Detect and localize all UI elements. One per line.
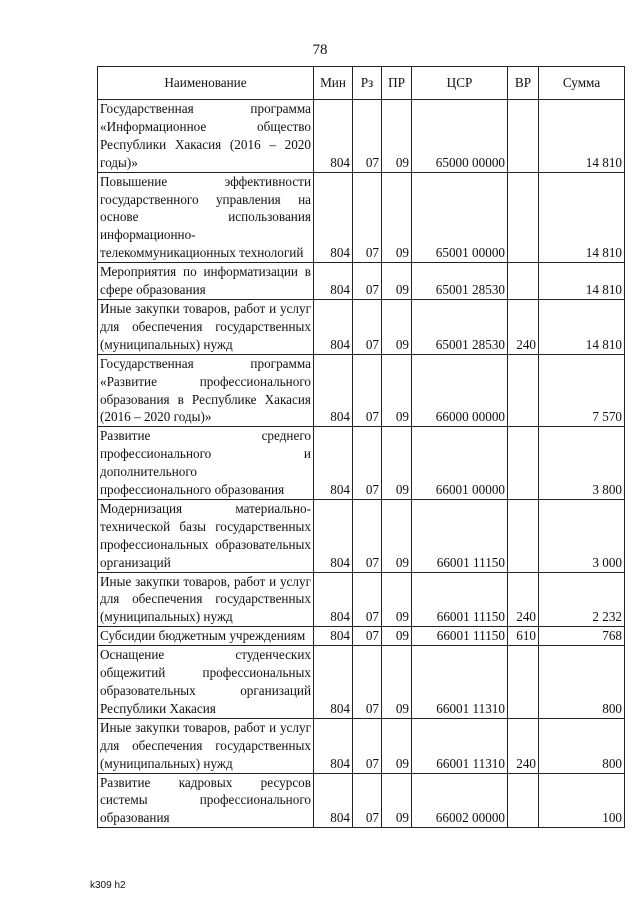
cell-rz: 07 [353, 354, 382, 427]
cell-sum: 768 [539, 627, 625, 646]
cell-sum: 7 570 [539, 354, 625, 427]
cell-name: Иные закупки товаров, работ и услуг для обеспечения государственных (муниципальных) нужд [98, 718, 314, 773]
cell-min: 804 [314, 427, 353, 500]
cell-pr: 09 [382, 773, 412, 828]
cell-name: Мероприятия по информатизации в сфере образования [98, 263, 314, 300]
cell-csr: 66001 11150 [412, 499, 508, 572]
cell-rz: 07 [353, 263, 382, 300]
cell-rz: 07 [353, 572, 382, 627]
cell-min: 804 [314, 354, 353, 427]
cell-vr: 240 [508, 299, 539, 354]
cell-rz: 07 [353, 646, 382, 719]
table-row [98, 427, 625, 500]
cell-vr [508, 100, 539, 173]
cell-pr: 09 [382, 718, 412, 773]
cell-min: 804 [314, 572, 353, 627]
cell-pr: 09 [382, 499, 412, 572]
cell-vr [508, 263, 539, 300]
header-sum: Сумма [539, 67, 625, 100]
cell-rz: 07 [353, 773, 382, 828]
cell-min: 804 [314, 100, 353, 173]
cell-min: 804 [314, 172, 353, 263]
cell-rz: 07 [353, 172, 382, 263]
table-row [98, 572, 625, 627]
table-row [98, 499, 625, 572]
table-row [98, 172, 625, 263]
cell-pr: 09 [382, 627, 412, 646]
cell-csr: 66001 11310 [412, 646, 508, 719]
table-row [98, 627, 625, 646]
cell-vr: 240 [508, 718, 539, 773]
cell-sum: 14 810 [539, 263, 625, 300]
header-vr: ВР [508, 67, 539, 100]
cell-csr: 65000 00000 [412, 100, 508, 173]
cell-csr: 66002 00000 [412, 773, 508, 828]
cell-name: Государственная программа «Развитие профессионального образования в Республике Хакасия (2016 – 2020 годы)» [98, 354, 314, 427]
cell-pr: 09 [382, 354, 412, 427]
cell-csr: 66001 11150 [412, 572, 508, 627]
cell-rz: 07 [353, 499, 382, 572]
table-row [98, 354, 625, 427]
cell-min: 804 [314, 299, 353, 354]
cell-csr: 65001 28530 [412, 299, 508, 354]
cell-name: Повышение эффективности государственного управления на основе использования информационно-телекоммуникационных технологий [98, 172, 314, 263]
cell-rz: 07 [353, 718, 382, 773]
cell-name: Государственная программа «Информационное общество Республики Хакасия (2016 – 2020 годы)» [98, 100, 314, 173]
table-row [98, 718, 625, 773]
cell-csr: 65001 28530 [412, 263, 508, 300]
header-pr: ПР [382, 67, 412, 100]
cell-name: Субсидии бюджетным учреждениям [98, 627, 314, 646]
table-body [98, 100, 625, 828]
cell-name: Развитие кадровых ресурсов системы профессионального образования [98, 773, 314, 828]
page-number: 78 [312, 42, 328, 58]
cell-sum: 14 810 [539, 299, 625, 354]
cell-sum: 100 [539, 773, 625, 828]
cell-name: Иные закупки товаров, работ и услуг для обеспечения государственных (муниципальных) нужд [98, 572, 314, 627]
cell-pr: 09 [382, 100, 412, 173]
cell-vr [508, 499, 539, 572]
cell-csr: 66001 11150 [412, 627, 508, 646]
table-header-row [98, 67, 625, 100]
cell-name: Иные закупки товаров, работ и услуг для обеспечения государственных (муниципальных) нужд [98, 299, 314, 354]
cell-rz: 07 [353, 100, 382, 173]
cell-rz: 07 [353, 627, 382, 646]
cell-min: 804 [314, 263, 353, 300]
cell-pr: 09 [382, 172, 412, 263]
cell-sum: 3 000 [539, 499, 625, 572]
header-name: Наименование [98, 67, 314, 100]
table-row [98, 646, 625, 719]
cell-min: 804 [314, 773, 353, 828]
cell-vr [508, 773, 539, 828]
cell-sum: 800 [539, 718, 625, 773]
cell-min: 804 [314, 718, 353, 773]
cell-vr: 240 [508, 572, 539, 627]
cell-min: 804 [314, 627, 353, 646]
cell-csr: 66001 11310 [412, 718, 508, 773]
cell-pr: 09 [382, 263, 412, 300]
cell-sum: 14 810 [539, 100, 625, 173]
cell-pr: 09 [382, 299, 412, 354]
cell-pr: 09 [382, 572, 412, 627]
table-row [98, 100, 625, 173]
cell-sum: 14 810 [539, 172, 625, 263]
cell-vr: 610 [508, 627, 539, 646]
cell-pr: 09 [382, 646, 412, 719]
cell-pr: 09 [382, 427, 412, 500]
cell-name: Модернизация материально-технической базы государственных профессиональных образовательных организаций [98, 499, 314, 572]
cell-csr: 65001 00000 [412, 172, 508, 263]
table-row [98, 299, 625, 354]
footer-code: k309 h2 [90, 880, 126, 891]
cell-min: 804 [314, 646, 353, 719]
cell-vr [508, 354, 539, 427]
cell-name: Развитие среднего профессионального и дополнительного профессионального образования [98, 427, 314, 500]
table-row [98, 263, 625, 300]
cell-vr [508, 427, 539, 500]
budget-table [97, 66, 625, 828]
cell-name: Оснащение студенческих общежитий профессиональных образовательных организаций Республики Хакасия [98, 646, 314, 719]
header-min: Мин [314, 67, 353, 100]
cell-min: 804 [314, 499, 353, 572]
cell-vr [508, 172, 539, 263]
cell-rz: 07 [353, 299, 382, 354]
cell-rz: 07 [353, 427, 382, 500]
header-csr: ЦСР [412, 67, 508, 100]
header-rz: Рз [353, 67, 382, 100]
cell-sum: 2 232 [539, 572, 625, 627]
cell-sum: 800 [539, 646, 625, 719]
cell-csr: 66000 00000 [412, 354, 508, 427]
cell-sum: 3 800 [539, 427, 625, 500]
table-row [98, 773, 625, 828]
cell-vr [508, 646, 539, 719]
cell-csr: 66001 00000 [412, 427, 508, 500]
